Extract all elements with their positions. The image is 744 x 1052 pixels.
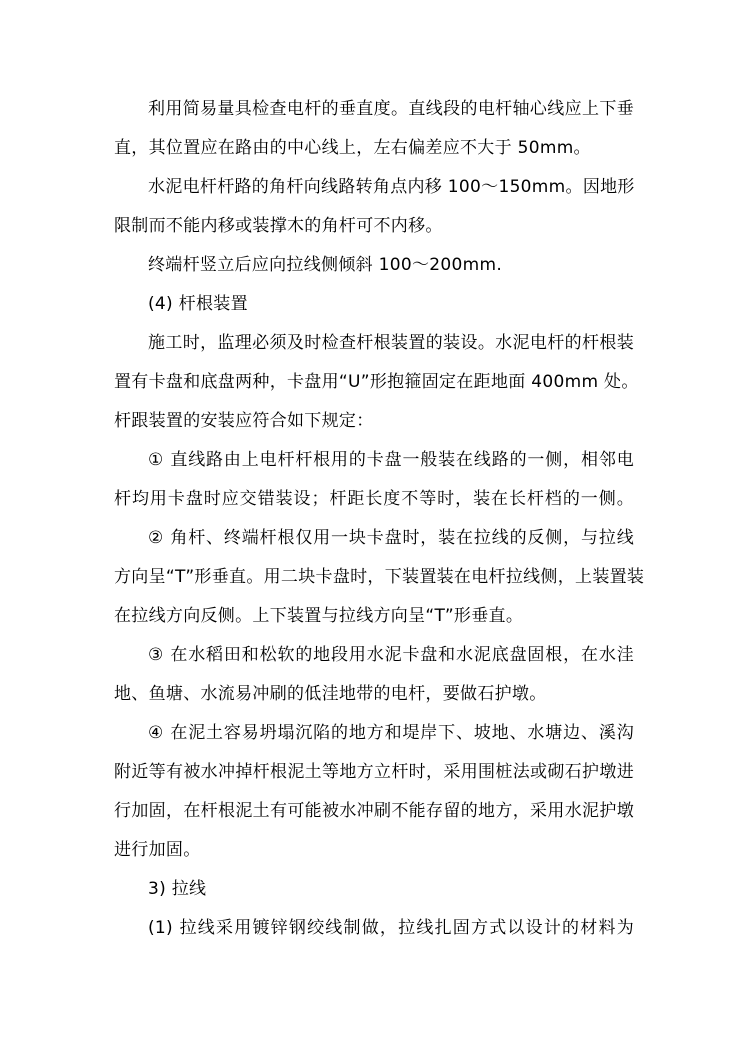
list-item-line: ① 直线路由上电杆杆根用的卡盘一般装在线路的一侧，相邻电 — [148, 450, 634, 470]
paragraph-line: 限制而不能内移或装撑木的角杆可不内移。 — [114, 216, 443, 236]
paragraph-line: (1) 拉线采用镀锌钢绞线制做，拉线扎固方式以设计的材料为 — [148, 918, 634, 938]
list-item-line: ② 角杆、终端杆根仅用一块卡盘时，装在拉线的反侧，与拉线 — [148, 528, 634, 548]
list-item-line: 在拉线方向反侧。上下装置与拉线方向呈“T”形垂直。 — [114, 606, 524, 626]
list-item-line: 附近等有被水冲掉杆根泥土等地方立杆时，采用围桩法或砌石护墩进 — [114, 762, 634, 782]
list-item-line: 杆均用卡盘时应交错装设；杆距长度不等时，装在长杆档的一侧。 — [114, 489, 634, 509]
paragraph-line: 水泥电杆杆路的角杆向线路转角点内移 100～150mm。因地形 — [148, 177, 635, 197]
paragraph-line: 施工时，监理必须及时检查杆根装置的装设。水泥电杆的杆根装 — [148, 333, 634, 353]
paragraph-line: 直，其位置应在路由的中心线上，左右偏差应不大于 50mm。 — [114, 138, 591, 158]
list-item-line: 进行加固。 — [114, 840, 201, 860]
paragraph-line: 终端杆竖立后应向拉线侧倾斜 100～200mm. — [148, 255, 503, 275]
list-item-line: 方向呈“T”形垂直。用二块卡盘时，下装置装在电杆拉线侧，上装置装 — [114, 567, 645, 587]
paragraph-line: 利用简易量具检查电杆的垂直度。直线段的电杆轴心线应上下垂 — [148, 99, 634, 119]
list-item-line: 行加固，在杆根泥土有可能被水冲刷不能存留的地方，采用水泥护墩 — [114, 801, 634, 821]
list-item-line: ④ 在泥土容易坍塌沉陷的地方和堤岸下、坡地、水塘边、溪沟 — [148, 723, 634, 743]
list-item-line: 地、鱼塘、水流易冲刷的低洼地带的电杆，要做石护墩。 — [114, 684, 547, 704]
section-heading: 3) 拉线 — [148, 879, 207, 899]
paragraph-line: 杆跟装置的安装应符合如下规定： — [114, 411, 374, 431]
paragraph-line: 置有卡盘和底盘两种，卡盘用“U”形抱箍固定在距地面 400mm 处。 — [114, 372, 639, 392]
list-item-line: ③ 在水稻田和松软的地段用水泥卡盘和水泥底盘固根，在水洼 — [148, 645, 634, 665]
section-heading: (4) 杆根装置 — [148, 294, 248, 314]
